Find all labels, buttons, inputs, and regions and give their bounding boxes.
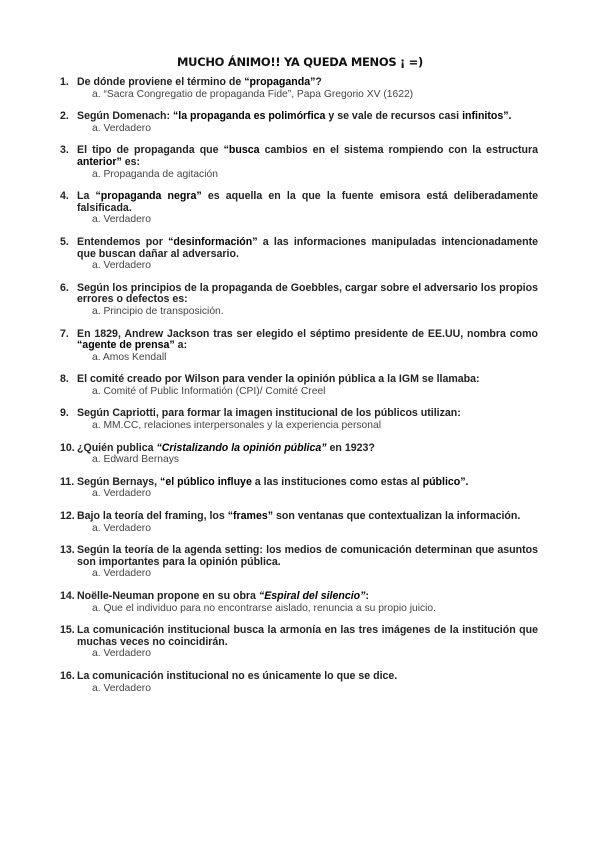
question-text-segment: Noëlle-Neuman propone en su obra [77, 590, 259, 602]
question-text-segment: La comunicación institucional no es únicamente lo que se dice. [77, 669, 398, 682]
question-text-segment: cambios en el sistema rompiendo con la estructura [259, 144, 538, 157]
question-item [60, 671, 538, 694]
question-number: 8. [60, 373, 69, 386]
question-text [60, 511, 538, 523]
question-text-segment: La comunicación institucional busca la armonía en las tres imágenes de la institución que muchas veces no coincidirán. [77, 624, 538, 648]
question-list [60, 77, 538, 705]
question-emphasis: “el público influye [160, 475, 252, 488]
question-text-segment: Según los principios de la propaganda de Goebbles, cargar sobre el adversario los propios errores o defectos es: [77, 281, 538, 306]
question-text-segment: Entendemos por [77, 235, 169, 248]
question-number: 4. [60, 190, 69, 203]
question-emphasis: “agente de prensa” [77, 339, 175, 352]
question-text [60, 477, 538, 489]
question-text [60, 374, 538, 386]
answer-text: a. Comité of Public Informatión (CPI)/ Comité Creel [92, 385, 326, 397]
question-text-segment: a las instituciones como estas al [251, 475, 423, 488]
answer-text: a. “Sacra Congregatio de propaganda Fide”, Papa Gregorio XV (1622) [92, 88, 414, 100]
question-text-segment: En 1829, Andrew Jackson tras ser elegido el séptimo presidente de EE.UU, nombra como [77, 327, 538, 340]
question-text [60, 283, 538, 306]
answer-text: a. Verdadero [92, 488, 151, 500]
question-text-segment: De dónde proviene el término de [77, 76, 245, 88]
question-text-segment: : [365, 590, 369, 602]
question-text-segment: son ventanas que contextualizan la información. [273, 510, 521, 523]
question-number: 11. [60, 475, 75, 488]
question-text-segment: ¿Quién publica [77, 441, 157, 454]
question-number: 15. [60, 624, 75, 637]
question-text [60, 625, 538, 648]
question-number: 13. [60, 544, 75, 557]
question-emphasis: “Cristalizando la opinión pública” [156, 441, 327, 454]
question-text [60, 408, 538, 420]
question-text-segment: El comité creado por Wilson para vender la opinión pública a la IGM se llamaba: [77, 373, 480, 386]
question-emphasis: “busca [223, 144, 260, 157]
answer-text: a. Verdadero [92, 122, 151, 134]
question-text [60, 671, 538, 683]
question-item [60, 374, 538, 397]
answer-text: a. MM.CC, relaciones interpersonales y la experiencia personal [92, 420, 382, 432]
question-text-segment: La [77, 190, 96, 203]
answer-text: a. Edward Bernays [92, 454, 179, 466]
question-text-segment: Bajo la teoría del framing, los [77, 510, 228, 523]
question-emphasis: “Espiral del silencio” [258, 590, 366, 602]
question-number: 6. [60, 281, 69, 294]
question-number: 12. [60, 510, 75, 523]
question-number: 1. [60, 76, 69, 88]
question-number: 16. [60, 669, 75, 682]
question-emphasis: “la propaganda es polimórfica [172, 110, 326, 123]
question-emphasis: “frames” [227, 510, 274, 523]
answer-text: a. Verdadero [92, 260, 151, 272]
question-item [60, 591, 538, 614]
question-emphasis: “propaganda” [244, 76, 316, 88]
answer-text: a. Verdadero [92, 568, 151, 580]
question-number: 2. [60, 110, 69, 123]
question-emphasis: “desinformación” [168, 235, 258, 248]
question-emphasis: anterior” [77, 155, 122, 168]
question-text [60, 237, 538, 260]
answer-text: a. Propaganda de agitación [92, 168, 218, 180]
question-number: 3. [60, 144, 69, 157]
question-text-segment: ? [315, 76, 322, 88]
question-item [60, 625, 538, 660]
question-emphasis: “propaganda negra” [95, 190, 202, 203]
question-text-segment: es: [121, 155, 141, 168]
question-item [60, 511, 538, 534]
question-item [60, 145, 538, 180]
answer-text: a. Verdadero [92, 648, 151, 660]
question-emphasis: infinitos”. [462, 110, 512, 123]
question-item [60, 408, 538, 431]
question-emphasis: público”. [422, 475, 469, 488]
answer-text: a. Que el individuo para no encontrarse aislado, renuncia a su propio juicio. [92, 602, 437, 614]
question-text-segment: es aquella en la que la fuente emisora está deliberadamente falsificada. [77, 190, 538, 214]
question-text [60, 545, 538, 568]
question-item [60, 77, 538, 100]
question-item [60, 443, 538, 466]
question-text [60, 329, 538, 352]
question-text-segment: Según Domenach: [77, 110, 173, 123]
question-text-segment: El tipo de propaganda que [77, 144, 224, 157]
question-number: 10. [60, 441, 75, 454]
question-text-segment: Según Bernays, [77, 475, 161, 488]
question-item [60, 477, 538, 500]
question-text-segment: en 1923? [326, 441, 375, 454]
answer-text: a. Verdadero [92, 522, 151, 534]
answer-text: a. Verdadero [92, 214, 151, 226]
question-item [60, 191, 538, 226]
question-number: 9. [60, 407, 69, 420]
question-text-segment: Según Capriotti, para formar la imagen institucional de los públicos utilizan: [77, 407, 461, 420]
question-text-segment: Según la teoría de la agenda setting: los medios de comunicación determinan que asuntos son importantes para la opinión pública. [77, 544, 538, 568]
question-text [60, 443, 538, 455]
question-item [60, 329, 538, 364]
answer-text: a. Verdadero [92, 682, 151, 694]
question-number: 7. [60, 327, 69, 340]
answer-text: a. Principio de transposición. [92, 305, 224, 317]
question-number: 5. [60, 235, 69, 248]
page-title: MUCHO ÁNIMO!! YA QUEDA MENOS ¡ =) [177, 55, 423, 69]
question-item [60, 111, 538, 134]
question-text [60, 111, 538, 123]
question-text-segment: a las informaciones manipuladas intencionadamente que buscan dañar al adversario. [77, 235, 538, 260]
question-text-segment: y se vale de recursos casi [325, 110, 463, 123]
question-number: 14. [60, 590, 75, 602]
question-item [60, 283, 538, 318]
question-text [60, 191, 538, 214]
question-text-segment: a: [174, 339, 188, 352]
question-text [60, 77, 538, 89]
question-item [60, 545, 538, 580]
question-text [60, 145, 538, 168]
question-text [60, 591, 538, 603]
question-item [60, 237, 538, 272]
answer-text: a. Amos Kendall [92, 351, 167, 363]
